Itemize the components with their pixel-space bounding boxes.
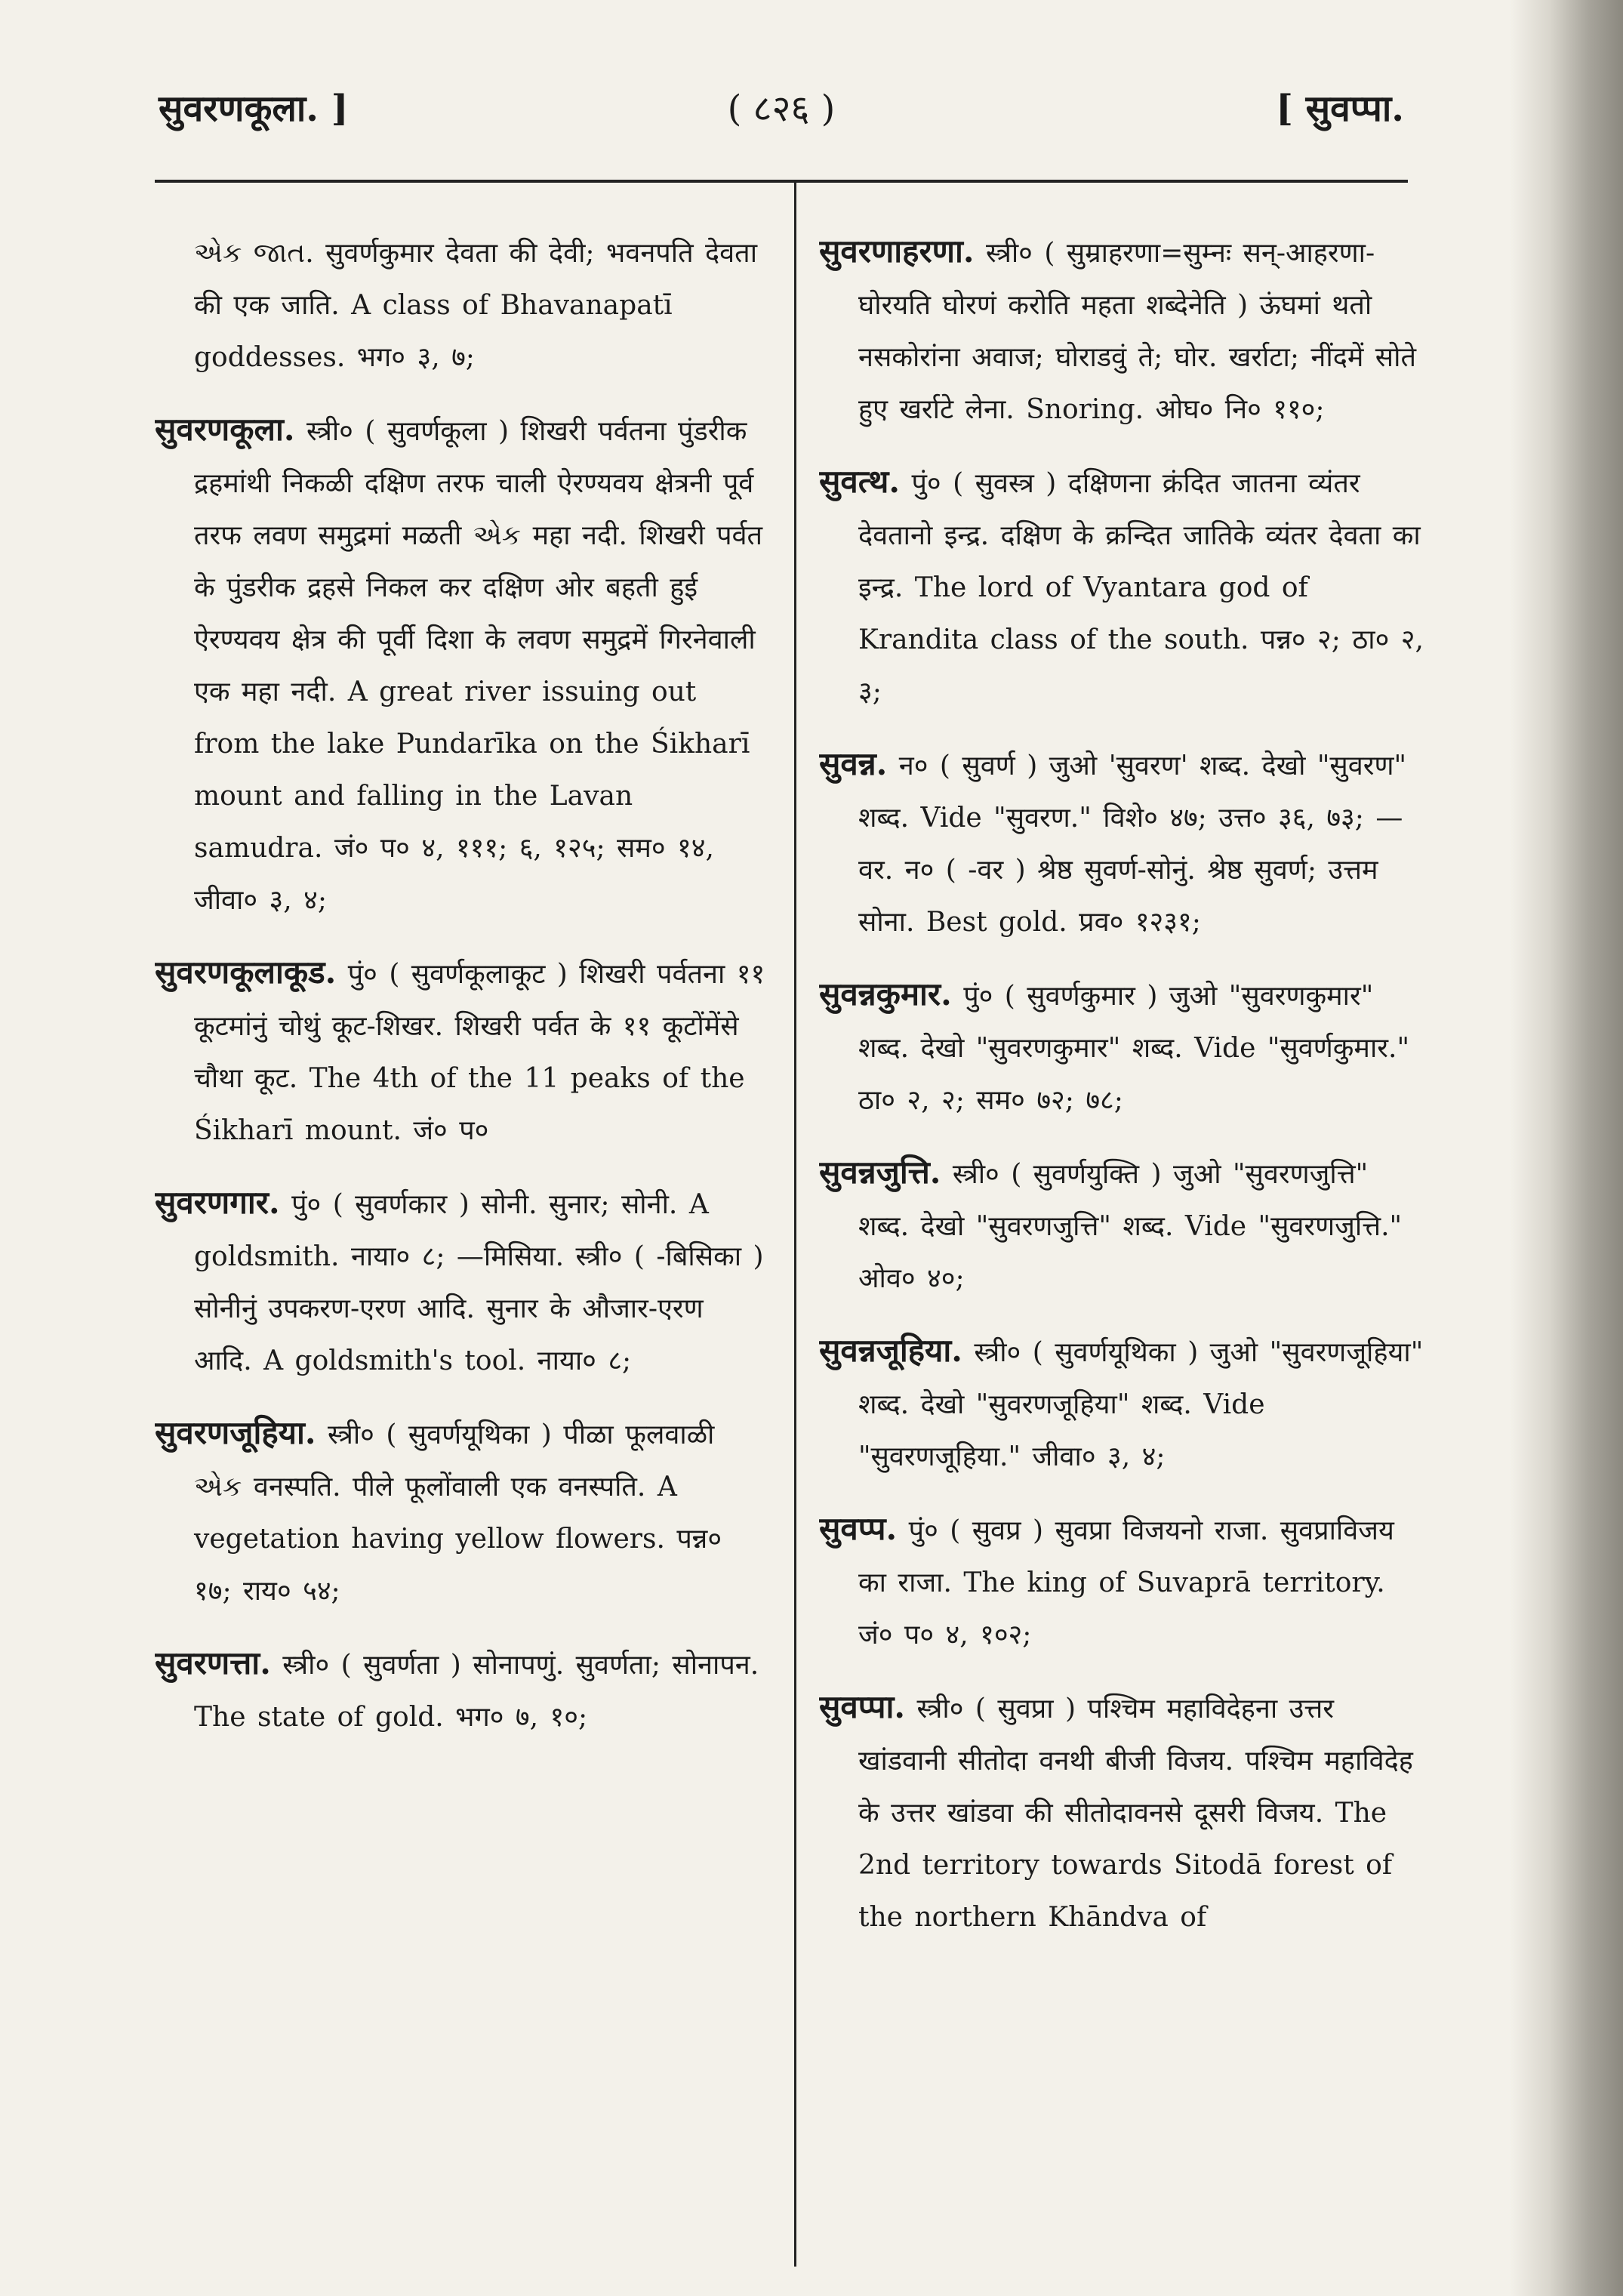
right-column bbox=[819, 225, 1427, 2264]
dictionary-entry bbox=[155, 1176, 766, 1387]
dictionary-entry bbox=[155, 1407, 766, 1617]
entry-headword: सुवन्नकुमार. bbox=[819, 975, 952, 1012]
dictionary-entry bbox=[819, 1681, 1427, 1943]
dictionary-entry bbox=[155, 403, 766, 926]
entry-headword: सुवन्नजुत्ति. bbox=[819, 1154, 941, 1191]
entry-headword: सुवरणगार. bbox=[155, 1184, 280, 1221]
running-header bbox=[159, 83, 1404, 151]
entry-headword: सुवन्न. bbox=[819, 745, 888, 782]
page-edge-shading bbox=[1510, 0, 1623, 2296]
dictionary-entry bbox=[155, 225, 766, 384]
entry-body: पुं० ( सुवस्त्र ) दक्षिणना क्रंदित जातना व्यंतर देवतानो इन्द्र. दक्षिण के क्रन्दित जातिके व्यंतर देवता का इन्द्र. The lord of Vyantara god of Krandita class of the south. पन्न० २; ठा० २, ३; bbox=[858, 468, 1424, 707]
dictionary-entry bbox=[155, 946, 766, 1157]
entry-body: स्त्री० ( सुवर्णयुक्ति ) जुओ "सुवरणजुत्ति" शब्द. देखो "सुवरणजुत्ति" शब्द. Vide "सुवरणजुत्ति." ओव० ४०; bbox=[858, 1159, 1403, 1294]
entry-headword: सुवप्प. bbox=[819, 1510, 898, 1547]
entry-body: स्त्री० ( सुवर्णता ) सोनापणुं. सुवर्णता; सोनापन. The state of gold. भग० ७, १०; bbox=[194, 1650, 759, 1733]
entry-body: पुं० ( सुवर्णकुमार ) जुओ "सुवरणकुमार" शब्द. देखो "सुवरणकुमार" शब्द. Vide "सुवर्णकुमार." ठा० २, २; सम० ७२; ७८; bbox=[858, 981, 1409, 1116]
dictionary-entry bbox=[819, 455, 1427, 718]
entry-headword: सुवरणत्ता. bbox=[155, 1644, 271, 1681]
dictionary-entry bbox=[819, 1502, 1427, 1661]
entry-body: पुं० ( सुवप्र ) सुवप्रा विजयनो राजा. सुवप्राविजय का राजा. The king of Suvaprā territory. जं० प० ४, १०२; bbox=[858, 1515, 1394, 1650]
header-right-headword: [ सुवप्पा. bbox=[1276, 88, 1404, 130]
entry-headword: सुवरणाहरणा. bbox=[819, 233, 975, 270]
dictionary-entry bbox=[819, 738, 1427, 948]
entry-body: स्त्री० ( सुम्राहरणा=सुम्नः सन्-आहरणा-घोरयति घोरणं करोति महता शब्देनेति ) ऊंघमां थतो नसकोरांना अवाज; घोराडवुं ते; घोर. खर्राटा; नींदमें सोते हुए खर्राटे लेना. Snoring. ओघ० नि० ११०; bbox=[858, 238, 1416, 425]
dictionary-entry bbox=[155, 1637, 766, 1743]
dictionary-entry bbox=[819, 225, 1427, 436]
left-column bbox=[155, 225, 766, 2264]
header-rule bbox=[155, 180, 1408, 183]
entry-headword: सुवरणजूहिया. bbox=[155, 1414, 316, 1451]
entry-body: स्त्री० ( सुवप्रा ) पश्चिम महाविदेहना उत्तर खांडवानी सीतोदा वनथी बीजी विजय. पश्चिम महाविदेह के उत्तर खांडवा की सीतोदावनसे दूसरी विजय. The 2nd territory towards Sitodā forest of the northern Khāndva of bbox=[858, 1693, 1413, 1933]
page-number: ( ८२६ ) bbox=[727, 88, 836, 130]
entry-headword: सुवरणकूलाकूड. bbox=[155, 954, 337, 991]
entry-body: स्त्री० ( सुवर्णकूला ) शिखरी पर्वतना पुंडरीक द्रहमांथी निकळी दक्षिण तरफ चाली ऐरण्यवय क्षेत्रनी पूर्व तरफ लवण समुद्रमां मळती એક महा नदी. शिखरी पर्वत के पुंडरीक द्रहसे निकल कर दक्षिण ओर बहती हुई ऐरण्यवय क्षेत्र की पूर्वी दिशा के लवण समुद्रमें गिरनेवाली एक महा नदी. A great river issuing out from the lake Pundarīka on the Śikharī mount and falling in the Lavan samudra. जं० प० ४, १११; ६, १२५; सम० १४, जीवा० ३, ४; bbox=[194, 416, 763, 916]
entry-body: स्त्री० ( सुवर्णयूथिका ) पीळा फूलवाळी એક वनस्पति. पीले फूलोंवाली एक वनस्पति. A vegetation having yellow flowers. पन्न० १७; राय० ५४; bbox=[194, 1419, 722, 1607]
dictionary-entry bbox=[819, 1324, 1427, 1483]
dictionary-entry bbox=[819, 1146, 1427, 1305]
entry-headword: सुवत्थ. bbox=[819, 463, 901, 500]
entry-body: એક જાત. सुवर्णकुमार देवता की देवी; भवनपति देवता की एक जाति. A class of Bhavanapatī goddesses. भग० ३, ७; bbox=[194, 238, 758, 373]
entry-body: पुं० ( सुवर्णकार ) सोनी. सुनार; सोनी. A goldsmith. नाया० ८; —मिसिया. स्त्री० ( -बिसिका ) सोनीनुं उपकरण-एरण आदि. सुनार के औजार-एरण आदि. A goldsmith's tool. नाया० ८; bbox=[194, 1189, 764, 1376]
entry-headword: सुवप्पा. bbox=[819, 1688, 906, 1725]
entry-body: स्त्री० ( सुवर्णयूथिका ) जुओ "सुवरणजूहिया" शब्द. देखो "सुवरणजूहिया" शब्द. Vide "सुवरणजूहिया." जीवा० ३, ४; bbox=[858, 1337, 1424, 1472]
header-left-headword: सुवरणकूला. ] bbox=[159, 88, 349, 130]
entry-headword: सुवरणकूला. bbox=[155, 411, 295, 448]
entry-body: न० ( सुवर्ण ) जुओ 'सुवरण' शब्द. देखो "सुवरण" शब्द. Vide "सुवरण." विशे० ४७; उत्त० ३६, ७३; —वर. न० ( -वर ) श्रेष्ठ सुवर्ण-सोनुं. श्रेष्ठ सुवर्ण; उत्तम सोना. Best gold. प्रव० १२३१; bbox=[858, 750, 1407, 938]
dictionary-entry bbox=[819, 968, 1427, 1126]
entry-body: पुं० ( सुवर्णकूलाकूट ) शिखरी पर्वतना ११ कूटमांनुं चोथुं कूट-शिखर. शिखरी पर्वत के ११ कूटोंमेंसे चौथा कूट. The 4th of the 11 peaks of the Śikharī mount. जं० प० bbox=[194, 959, 765, 1146]
column-divider bbox=[794, 183, 796, 2267]
entry-headword: सुवन्नजूहिया. bbox=[819, 1332, 962, 1369]
